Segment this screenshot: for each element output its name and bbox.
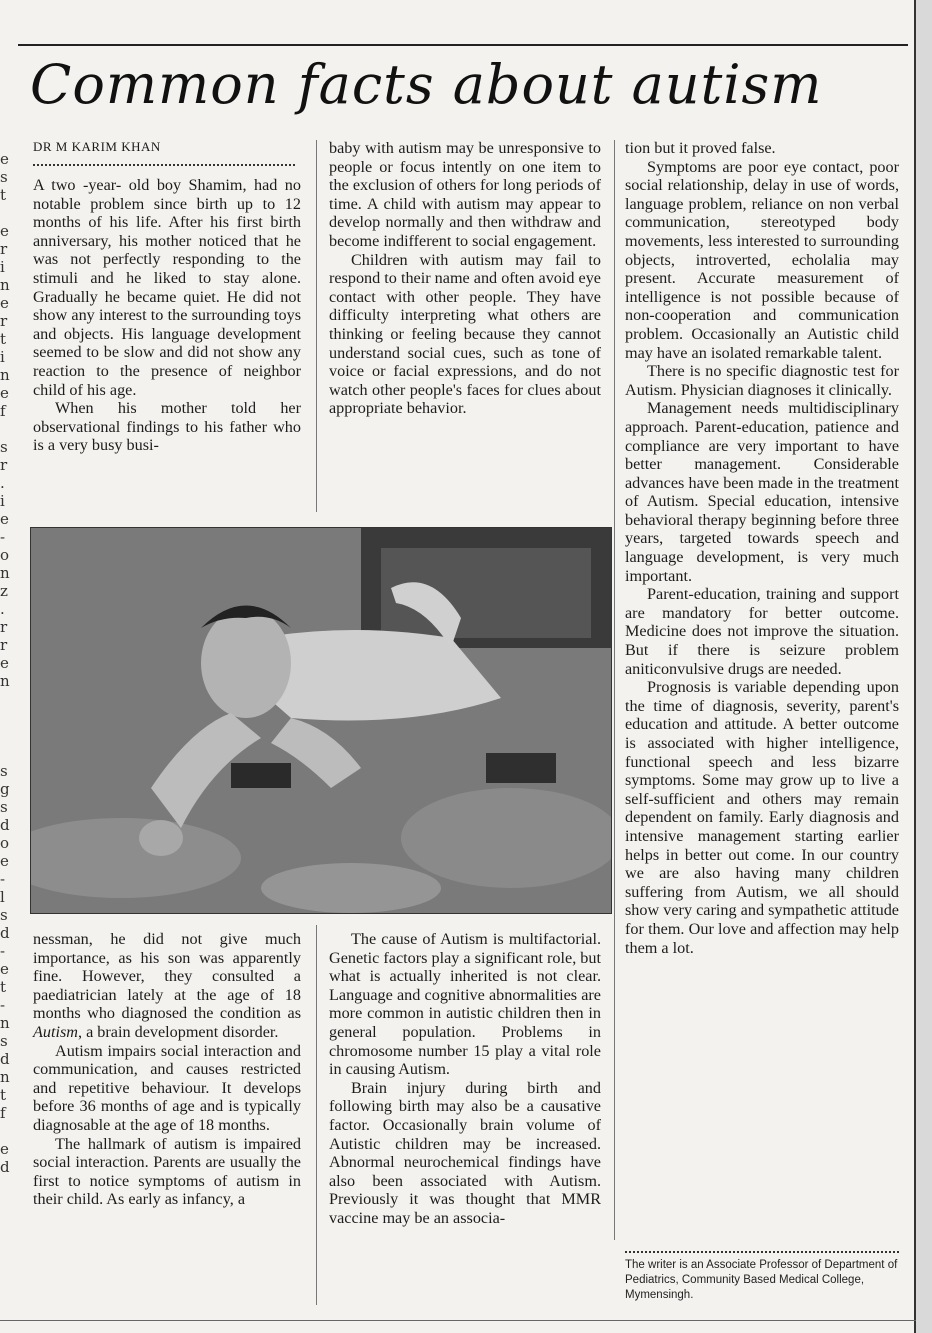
margin-fragment: e <box>0 294 9 312</box>
paragraph: Parent-education, training and support are mandatory for better outcome. Medicine does not improve the situation. But if there is seizure problem aniticonvulsive drugs are needed. <box>625 585 899 678</box>
margin-fragment <box>0 1122 16 1140</box>
margin-fragment: i <box>0 492 5 510</box>
margin-fragment: n <box>0 1014 10 1032</box>
article-photo <box>30 527 612 914</box>
margin-fragment: d <box>0 924 10 942</box>
column-2 <box>329 139 601 418</box>
top-rule <box>18 44 908 46</box>
paragraph: Management needs multidisciplinary approach. Parent-education, patience and compliance are very important to have better management. Considerable advances have been made in the treatment of Autism. Special education, intensive behavioral therapy beginning before three years, targeted towards speech and language development, is very much important. <box>625 399 899 585</box>
paragraph: A two -year- old boy Shamim, had no notable problem since birth up to 12 months of his life. After his first birth anniversary, his mother noticed that he was not perfectly responding to the stimuli and he liked to stay alone. Gradually he became quiet. He did not show any interest to the surrounding toys and objects. His language development seemed to be slow and did not show any reaction to the presence of neighbor child of his age. <box>33 176 301 399</box>
paragraph: Symptoms are poor eye contact, poor social relationship, delay in use of words, language problem, reliance on non verbal communication, stereotyped body movements, less interested to surrounding objects, introverted, echolalia may present. Accurate measurement of intelligence is not possible because of non-cooperation and communication problem. Occasionally an Autistic child may have an isolated remarkable talent. <box>625 157 899 362</box>
bottom-rule <box>0 1320 916 1321</box>
margin-fragment: l <box>0 888 5 906</box>
margin-fragment: e <box>0 510 9 528</box>
margin-fragment <box>0 204 16 222</box>
margin-fragment: r <box>0 456 8 474</box>
margin-fragment: t <box>0 186 7 204</box>
page-edge <box>914 0 932 1333</box>
margin-fragment: f <box>0 1104 6 1122</box>
margin-fragment: . <box>0 474 5 492</box>
margin-fragment: t <box>0 978 7 996</box>
margin-fragment: e <box>0 150 9 168</box>
margin-fragment: s <box>0 762 8 780</box>
margin-fragment: i <box>0 348 5 366</box>
margin-fragment: - <box>0 942 6 960</box>
paragraph: Brain injury during birth and following birth may also be a causative factor. Occasionally brain volume of Autistic children may be increased. Abnormal neurochemical findings have also been associated with Autism. Previously it was thought that MMR vaccine may be an associa- <box>329 1078 601 1227</box>
margin-fragment: s <box>0 1032 8 1050</box>
margin-fragment: r <box>0 312 8 330</box>
margin-fragment: z <box>0 582 8 600</box>
margin-fragment: e <box>0 222 9 240</box>
footnote-divider <box>625 1251 899 1253</box>
text-run: nessman, he did not give much importance, as his son was apparently fine. However, they consulted a paediatrician lately at the age of 18 months who diagnosed the condition as <box>33 930 301 1023</box>
margin-fragment <box>0 420 16 438</box>
margin-fragment: o <box>0 834 10 852</box>
margin-fragment: - <box>0 996 6 1014</box>
text-emphasis: Autism <box>33 1022 78 1041</box>
margin-fragment: s <box>0 438 8 456</box>
margin-fragment: g <box>0 780 10 798</box>
margin-fragment: e <box>0 1140 9 1158</box>
column-rule <box>316 140 317 512</box>
margin-fragment: n <box>0 1068 10 1086</box>
paragraph: There is no specific diagnostic test for Autism. Physician diagnoses it clinically. <box>625 362 899 399</box>
adjacent-column-fragment <box>0 150 16 1176</box>
photo-illustration <box>31 528 611 913</box>
margin-fragment: n <box>0 366 10 384</box>
margin-fragment: r <box>0 618 8 636</box>
margin-fragment: r <box>0 240 8 258</box>
paragraph: The cause of Autism is multifactorial. Genetic factors play a significant role, but what is actually inherited is not clear. Language and cognitive abnormalities are more common in autistic children then in general population. Problems in chromosome number 15 play a vital role in causing Autism. <box>329 930 601 1079</box>
paragraph <box>33 930 301 1042</box>
margin-fragment: s <box>0 906 8 924</box>
margin-fragment: n <box>0 672 10 690</box>
margin-fragment <box>0 690 16 708</box>
margin-fragment: s <box>0 168 8 186</box>
margin-fragment: o <box>0 546 10 564</box>
column-5 <box>329 930 601 1228</box>
margin-fragment: n <box>0 564 10 582</box>
margin-fragment: d <box>0 816 10 834</box>
paragraph: tion but it proved false. <box>625 139 776 157</box>
column-rule <box>614 140 615 1240</box>
paragraph: Prognosis is variable depending upon the time of diagnosis, severity, parent's education and attitude. A better outcome is associated with higher intelligence, functional speech and less bizarre symptoms. Some may grow up to live a self-sufficient and others may remain dependent on family. Early diagnosis and intensive management starting earlier helps in better out come. In our country we are also having many children suffering from Autism, we all should show very caring and sympathetic attitude for them. Our love and affection may help them a lot. <box>625 678 899 957</box>
margin-fragment: - <box>0 528 6 546</box>
byline-divider <box>33 164 295 166</box>
margin-fragment: - <box>0 870 6 888</box>
margin-fragment: e <box>0 384 9 402</box>
column-1 <box>33 176 301 455</box>
paragraph: The hallmark of autism is impaired social interaction. Parents are usually the first to notice symptoms of autism in their child. As early as infancy, a <box>33 1134 301 1209</box>
margin-fragment: e <box>0 852 9 870</box>
author-note: The writer is an Associate Professor of Department of Pediatrics, Community Based Medical College, Mymensingh. <box>625 1259 898 1301</box>
margin-fragment: i <box>0 258 5 276</box>
margin-fragment: f <box>0 402 6 420</box>
margin-fragment: t <box>0 1086 7 1104</box>
margin-fragment: e <box>0 960 9 978</box>
margin-fragment: r <box>0 636 8 654</box>
margin-fragment <box>0 744 16 762</box>
margin-fragment: s <box>0 798 8 816</box>
paragraph: When his mother told her observational findings to his father who is a very busy busi- <box>33 399 301 455</box>
margin-fragment: . <box>0 600 5 618</box>
column-rule <box>316 925 317 1305</box>
headline: Common facts about autism <box>30 53 823 116</box>
paragraph: baby with autism may be unresponsive to people or focus intently on one item to the exclusion of others for long periods of time. A child with autism may appear to develop normally and then withdraw and become indifferent to social engagement. <box>329 139 601 250</box>
margin-fragment: t <box>0 330 7 348</box>
margin-fragment: d <box>0 1158 10 1176</box>
margin-fragment: n <box>0 276 10 294</box>
margin-fragment: e <box>0 654 9 672</box>
margin-fragment: d <box>0 1050 10 1068</box>
byline: DR M KARIM KHAN <box>33 139 161 154</box>
paragraph: Autism impairs social interaction and communication, and causes restricted and repetitive behaviour. It develops before 36 months of age and is typically diagnosable at the age of 18 months. <box>33 1041 301 1134</box>
text-run: , a brain development disorder. <box>77 1022 279 1041</box>
column-3 <box>625 139 899 957</box>
paragraph: Children with autism may fail to respond to their name and often avoid eye contact with other people. They have difficulty interpreting what others are thinking or feeling because they cannot understand social cues, such as tone of voice or facial expressions, and do not watch other people's faces for clues about appropriate behavior. <box>329 250 601 418</box>
margin-fragment <box>0 708 16 726</box>
column-4 <box>33 930 301 1209</box>
margin-fragment <box>0 726 16 744</box>
